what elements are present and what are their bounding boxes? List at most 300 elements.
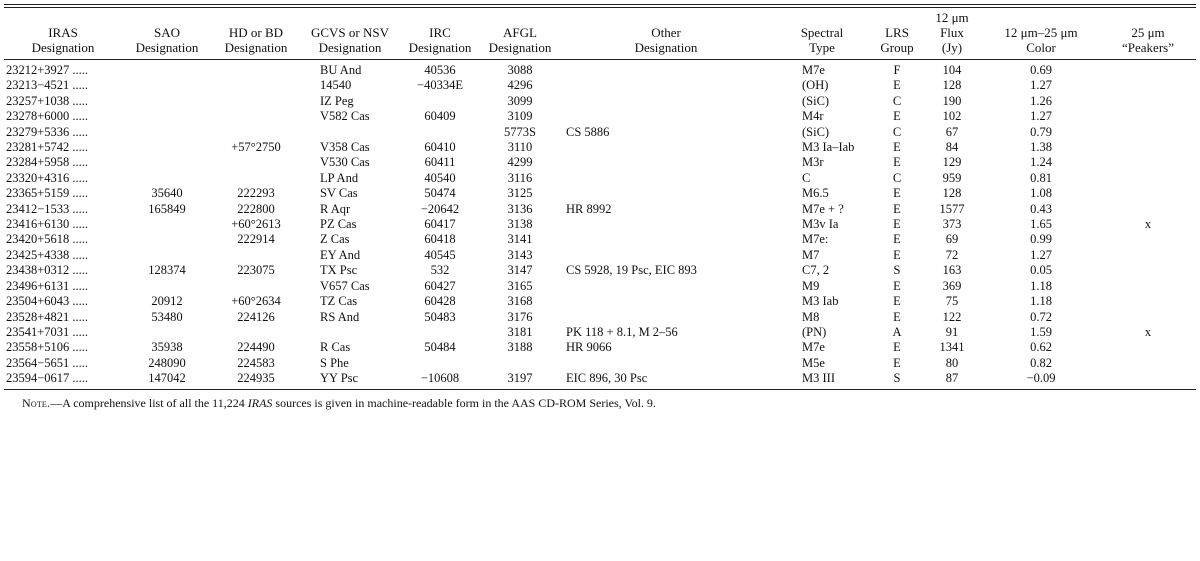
table-row — [4, 279, 1196, 294]
cell-gcvs: V358 Cas — [320, 140, 370, 155]
cell-afgl: 5773S — [504, 124, 536, 139]
cell-irc — [400, 94, 480, 109]
cell-afgl: 3143 — [507, 247, 533, 262]
cell-spec: M7e + ? — [802, 201, 844, 216]
column-header-line: Type — [809, 40, 835, 55]
table-row — [4, 294, 1196, 309]
cell-irc — [400, 325, 480, 340]
data-table — [4, 8, 1196, 389]
cell-iras: 23438+0312 ..... — [6, 263, 89, 278]
cell-gcvs: LP And — [320, 170, 359, 185]
cell-sao — [122, 155, 212, 170]
cell-afgl: 3188 — [507, 340, 533, 355]
cell-lrs: C — [892, 170, 902, 185]
table-row — [4, 263, 1196, 278]
cell-iras: 23320+4316 ..... — [6, 170, 89, 185]
cell-other — [560, 155, 772, 170]
cell-gcvs: SV Cas — [320, 186, 358, 201]
cell-lrs: E — [893, 278, 901, 293]
cell-other — [560, 60, 772, 79]
cell-hd: 223075 — [237, 263, 275, 278]
cell-spec: M3 III — [802, 371, 835, 386]
cell-color: 0.05 — [1030, 263, 1052, 278]
table-header — [4, 8, 1196, 60]
cell-spec: M3v Ia — [802, 217, 839, 232]
cell-afgl: 3099 — [507, 93, 533, 108]
cell-flux: 128 — [942, 78, 962, 93]
cell-flux: 190 — [942, 93, 962, 108]
cell-irc: 60427 — [424, 278, 456, 293]
cell-sao: 165849 — [148, 201, 186, 216]
cell-sao: 35938 — [151, 340, 183, 355]
column-header-line: Group — [880, 40, 914, 55]
cell-afgl: 3168 — [507, 294, 533, 309]
cell-afgl: 3110 — [507, 140, 533, 155]
cell-afgl: 3181 — [507, 324, 533, 339]
cell-hd: 222914 — [237, 232, 275, 247]
cell-sao — [122, 140, 212, 155]
cell-afgl: 3176 — [507, 309, 533, 324]
cell-iras: 23365+5159 ..... — [6, 186, 89, 201]
cell-sao: 20912 — [151, 294, 183, 309]
cell-other — [560, 294, 772, 309]
column-header-flux — [922, 8, 982, 60]
cell-hd: 224490 — [237, 340, 275, 355]
column-header-line: 12 μm–25 μm — [1004, 25, 1078, 40]
data-table-container — [4, 4, 1196, 410]
cell-irc: 40545 — [424, 247, 456, 262]
cell-other — [560, 78, 772, 93]
cell-iras: 23496+6131 ..... — [6, 278, 89, 293]
cell-irc: −40334E — [417, 78, 463, 93]
cell-other — [560, 109, 772, 124]
cell-spec: M3 Ia–Iab — [802, 140, 855, 155]
column-header-line: Designation — [135, 40, 199, 55]
cell-color: 1.65 — [1030, 217, 1052, 232]
cell-afgl: 4296 — [507, 78, 533, 93]
cell-color: 0.43 — [1030, 201, 1052, 216]
cell-other: CS 5886 — [566, 124, 610, 139]
cell-hd — [212, 78, 300, 93]
column-header-line: Flux — [940, 25, 964, 40]
cell-irc: −20642 — [420, 201, 460, 216]
cell-peak: x — [1144, 217, 1152, 232]
cell-lrs: F — [893, 63, 901, 77]
table-row — [4, 125, 1196, 140]
cell-lrs: E — [893, 78, 901, 93]
column-header-hd — [212, 8, 300, 60]
cell-color: 0.99 — [1030, 232, 1052, 247]
table-row — [4, 78, 1196, 93]
cell-other: HR 9066 — [566, 340, 612, 355]
cell-irc: 40540 — [424, 170, 456, 185]
cell-color: 0.72 — [1030, 309, 1052, 324]
cell-hd — [212, 155, 300, 170]
cell-gcvs: S Phe — [320, 355, 349, 370]
cell-other: EIC 896, 30 Psc — [566, 371, 648, 386]
cell-hd: 224126 — [237, 309, 275, 324]
cell-sao — [122, 94, 212, 109]
cell-gcvs: TZ Cas — [320, 294, 358, 309]
cell-iras: 23564−5651 ..... — [6, 355, 89, 370]
cell-lrs: E — [893, 109, 901, 124]
cell-flux: 373 — [942, 217, 962, 232]
cell-lrs: E — [893, 201, 901, 216]
column-header-line: Designation — [31, 40, 95, 55]
cell-flux: 91 — [945, 324, 959, 339]
cell-iras: 23541+7031 ..... — [6, 324, 89, 339]
cell-other — [560, 140, 772, 155]
cell-lrs: E — [893, 294, 901, 309]
cell-color: 1.26 — [1030, 93, 1052, 108]
table-row — [4, 171, 1196, 186]
cell-peak — [1100, 340, 1196, 355]
cell-irc: 50484 — [424, 340, 456, 355]
cell-flux: 72 — [945, 247, 959, 262]
column-header-line: Designation — [408, 40, 472, 55]
cell-other — [560, 94, 772, 109]
cell-peak — [1100, 60, 1196, 79]
cell-iras: 23284+5958 ..... — [6, 155, 89, 170]
column-header-line: LRS — [885, 25, 909, 40]
column-header-gcvs — [300, 8, 400, 60]
cell-gcvs: IZ Peg — [320, 93, 354, 108]
column-header-line: AFGL — [503, 25, 537, 40]
cell-irc: 50483 — [424, 309, 456, 324]
cell-afgl — [480, 356, 560, 371]
cell-iras: 23257+1038 ..... — [6, 93, 89, 108]
cell-iras: 23528+4821 ..... — [6, 309, 89, 324]
cell-flux: 102 — [942, 109, 962, 124]
cell-peak: x — [1144, 324, 1152, 339]
cell-spec: (SiC) — [802, 93, 830, 108]
cell-other — [560, 217, 772, 232]
cell-spec: (SiC) — [802, 124, 830, 139]
cell-sao: 53480 — [151, 309, 183, 324]
column-header-line: “Peakers” — [1122, 40, 1174, 55]
cell-sao: 147042 — [148, 371, 186, 386]
table-row — [4, 371, 1196, 388]
cell-flux: 69 — [945, 232, 959, 247]
table-row — [4, 325, 1196, 340]
cell-afgl: 3116 — [507, 170, 533, 185]
cell-other — [560, 310, 772, 325]
column-header-sao — [122, 8, 212, 60]
column-header-color — [982, 8, 1100, 60]
cell-sao: 248090 — [148, 355, 186, 370]
top-rule — [4, 4, 1196, 5]
column-header-line: Designation — [318, 40, 382, 55]
cell-sao — [122, 125, 212, 140]
cell-gcvs: V657 Cas — [320, 278, 370, 293]
cell-spec: C — [802, 170, 811, 185]
cell-sao — [122, 279, 212, 294]
table-row — [4, 310, 1196, 325]
cell-other: HR 8992 — [566, 201, 612, 216]
cell-lrs: E — [893, 309, 901, 324]
cell-irc: 60428 — [424, 294, 456, 309]
cell-hd — [212, 60, 300, 79]
cell-other — [560, 279, 772, 294]
cell-sao — [122, 217, 212, 232]
cell-lrs: S — [893, 263, 901, 278]
column-header-line: 12 μm — [935, 10, 969, 25]
cell-flux: 87 — [945, 371, 959, 386]
cell-sao: 35640 — [151, 186, 183, 201]
cell-iras: 23281+5742 ..... — [6, 140, 89, 155]
column-header-other — [560, 8, 772, 60]
note-text-end: sources is given in machine-readable form in the AAS CD-ROM Series, Vol. 9. — [272, 395, 656, 410]
cell-flux: 122 — [942, 309, 962, 324]
cell-iras: 23412−1533 ..... — [6, 201, 89, 216]
column-header-spec — [772, 8, 872, 60]
cell-hd: 224935 — [237, 371, 275, 386]
column-header-line: Designation — [488, 40, 552, 55]
cell-flux: 369 — [942, 278, 962, 293]
cell-color: 0.69 — [1030, 63, 1052, 77]
cell-flux: 84 — [945, 140, 959, 155]
cell-sao — [122, 60, 212, 79]
table-row — [4, 186, 1196, 201]
cell-flux: 104 — [942, 63, 962, 77]
cell-gcvs — [300, 325, 400, 340]
cell-color: 1.24 — [1030, 155, 1052, 170]
cell-peak — [1100, 202, 1196, 217]
cell-flux: 128 — [942, 186, 962, 201]
cell-lrs: A — [892, 324, 902, 339]
cell-peak — [1100, 155, 1196, 170]
cell-hd — [212, 171, 300, 186]
cell-sao — [122, 109, 212, 124]
cell-hd — [212, 325, 300, 340]
column-header-line: SAO — [153, 25, 180, 40]
cell-other — [560, 356, 772, 371]
cell-hd: +57°2750 — [231, 140, 281, 155]
cell-irc: 60418 — [424, 232, 456, 247]
cell-gcvs: PZ Cas — [320, 217, 357, 232]
cell-spec: M7 — [802, 247, 820, 262]
cell-lrs: E — [893, 232, 901, 247]
column-header-line: Color — [1026, 40, 1056, 55]
cell-irc: 532 — [430, 263, 450, 278]
table-row — [4, 155, 1196, 170]
cell-lrs: E — [893, 186, 901, 201]
cell-color: 1.18 — [1030, 278, 1052, 293]
cell-afgl: 4299 — [507, 155, 533, 170]
cell-iras: 23416+6130 ..... — [6, 217, 89, 232]
cell-other — [560, 186, 772, 201]
cell-hd: +60°2613 — [231, 217, 281, 232]
cell-iras: 23504+6043 ..... — [6, 294, 89, 309]
column-header-iras — [4, 8, 122, 60]
cell-peak — [1100, 78, 1196, 93]
cell-hd: 224583 — [237, 355, 275, 370]
cell-peak — [1100, 371, 1196, 388]
cell-color: 1.27 — [1030, 78, 1052, 93]
cell-gcvs: R Cas — [320, 340, 351, 355]
cell-peak — [1100, 109, 1196, 124]
cell-lrs: E — [893, 140, 901, 155]
cell-iras: 23278+6000 ..... — [6, 109, 89, 124]
header-row — [4, 8, 1196, 60]
cell-sao — [122, 232, 212, 247]
cell-spec: M4r — [802, 109, 824, 124]
cell-peak — [1100, 140, 1196, 155]
cell-peak — [1100, 94, 1196, 109]
table-row — [4, 248, 1196, 263]
cell-other — [560, 232, 772, 247]
cell-color: 0.79 — [1030, 124, 1052, 139]
cell-lrs: S — [893, 371, 901, 386]
cell-hd — [212, 94, 300, 109]
column-header-line: Spectral — [800, 25, 844, 40]
cell-color: 1.18 — [1030, 294, 1052, 309]
cell-gcvs: V582 Cas — [320, 109, 370, 124]
cell-spec: M7e — [802, 340, 825, 355]
cell-flux: 1341 — [939, 340, 965, 355]
column-header-line: GCVS or NSV — [310, 25, 389, 40]
cell-hd — [212, 125, 300, 140]
cell-iras: 23558+5106 ..... — [6, 340, 89, 355]
cell-irc: −10608 — [420, 371, 460, 386]
cell-irc: 60411 — [424, 155, 456, 170]
cell-gcvs: V530 Cas — [320, 155, 370, 170]
cell-gcvs: R Aqr — [320, 201, 351, 216]
table-row — [4, 217, 1196, 232]
cell-peak — [1100, 186, 1196, 201]
cell-other: CS 5928, 19 Psc, EIC 893 — [566, 263, 697, 278]
cell-afgl: 3125 — [507, 186, 533, 201]
cell-peak — [1100, 310, 1196, 325]
column-header-line: HD or BD — [228, 25, 284, 40]
cell-iras: 23425+4338 ..... — [6, 247, 89, 262]
cell-hd — [212, 279, 300, 294]
table-row — [4, 202, 1196, 217]
cell-spec: (PN) — [802, 324, 827, 339]
cell-afgl: 3141 — [507, 232, 533, 247]
cell-gcvs: TX Psc — [320, 263, 358, 278]
cell-hd — [212, 109, 300, 124]
cell-spec: M3 Iab — [802, 294, 839, 309]
cell-afgl: 3197 — [507, 371, 533, 386]
cell-color: 1.08 — [1030, 186, 1052, 201]
cell-lrs: E — [893, 155, 901, 170]
column-header-line: IRAS — [48, 25, 78, 40]
cell-other — [560, 248, 772, 263]
cell-peak — [1100, 263, 1196, 278]
cell-spec: C7, 2 — [802, 263, 830, 278]
cell-flux: 75 — [945, 294, 959, 309]
cell-color: −0.09 — [1026, 371, 1056, 386]
cell-other — [560, 171, 772, 186]
cell-sao — [122, 171, 212, 186]
table-row — [4, 94, 1196, 109]
cell-peak — [1100, 356, 1196, 371]
cell-afgl: 3088 — [507, 63, 533, 77]
cell-other: PK 118 + 8.1, M 2–56 — [566, 324, 678, 339]
column-header-peak — [1100, 8, 1196, 60]
cell-sao: 128374 — [148, 263, 186, 278]
column-header-line: Other — [651, 25, 681, 40]
cell-peak — [1100, 171, 1196, 186]
table-row — [4, 232, 1196, 247]
column-header-lrs — [872, 8, 922, 60]
cell-afgl: 3147 — [507, 263, 533, 278]
cell-lrs: C — [892, 124, 902, 139]
cell-irc: 40536 — [424, 63, 456, 77]
cell-spec: (OH) — [802, 78, 829, 93]
column-header-line: Designation — [634, 40, 698, 55]
cell-hd: 222800 — [237, 201, 275, 216]
cell-lrs: E — [893, 217, 901, 232]
table-body — [4, 60, 1196, 389]
cell-afgl: 3138 — [507, 217, 533, 232]
cell-irc: 60409 — [424, 109, 456, 124]
table-row — [4, 60, 1196, 79]
cell-lrs: E — [893, 247, 901, 262]
cell-flux: 959 — [942, 170, 962, 185]
cell-spec: M6.5 — [802, 186, 829, 201]
column-header-line: 25 μm — [1131, 25, 1165, 40]
cell-peak — [1100, 248, 1196, 263]
column-header-afgl — [480, 8, 560, 60]
cell-lrs: E — [893, 355, 901, 370]
cell-flux: 163 — [942, 263, 962, 278]
cell-spec: M3r — [802, 155, 824, 170]
cell-spec: M9 — [802, 278, 820, 293]
cell-gcvs: BU And — [320, 63, 362, 77]
cell-sao — [122, 248, 212, 263]
cell-sao — [122, 325, 212, 340]
cell-gcvs — [300, 125, 400, 140]
cell-gcvs: Z Cas — [320, 232, 350, 247]
header-rule-bottom — [4, 389, 1196, 390]
cell-color: 1.59 — [1030, 324, 1052, 339]
table-row — [4, 340, 1196, 355]
table-row — [4, 140, 1196, 155]
column-header-line: (Jy) — [941, 40, 963, 55]
cell-iras: 23594−0617 ..... — [6, 371, 89, 386]
cell-color: 1.27 — [1030, 109, 1052, 124]
note-text: —A comprehensive list of all the 11,224 — [50, 395, 248, 410]
cell-peak — [1100, 279, 1196, 294]
cell-color: 1.27 — [1030, 247, 1052, 262]
cell-peak — [1100, 125, 1196, 140]
cell-spec: M5e — [802, 355, 825, 370]
cell-flux: 67 — [945, 124, 959, 139]
cell-flux: 80 — [945, 355, 959, 370]
cell-irc — [400, 356, 480, 371]
cell-irc: 50474 — [424, 186, 456, 201]
cell-afgl: 3136 — [507, 201, 533, 216]
cell-irc: 60417 — [424, 217, 456, 232]
cell-iras: 23279+5336 ..... — [6, 124, 89, 139]
column-header-line: Designation — [224, 40, 288, 55]
cell-color: 0.81 — [1030, 170, 1052, 185]
cell-iras: 23212+3927 ..... — [6, 63, 89, 77]
cell-iras: 23213−4521 ..... — [6, 78, 89, 93]
cell-hd: +60°2634 — [231, 294, 281, 309]
table-note — [4, 396, 1196, 410]
cell-spec: M7e — [802, 63, 825, 77]
cell-gcvs: 14540 — [320, 78, 352, 93]
column-header-irc — [400, 8, 480, 60]
cell-hd: 222293 — [237, 186, 275, 201]
cell-peak — [1100, 294, 1196, 309]
cell-color: 0.82 — [1030, 355, 1052, 370]
note-italic: IRAS — [247, 395, 273, 410]
note-label: Note. — [22, 395, 51, 410]
